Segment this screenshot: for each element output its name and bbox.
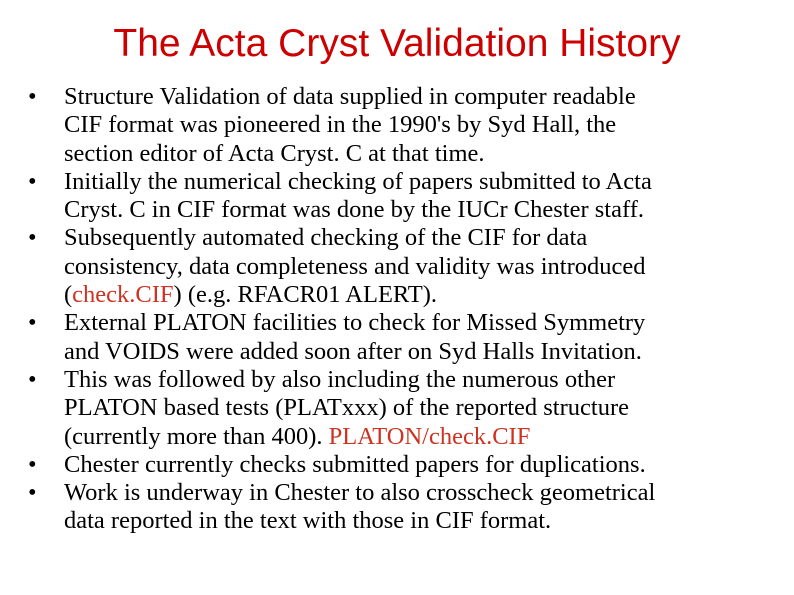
paren-open: (: [64, 281, 73, 309]
bullet-line: Subsequently automated checking of the CIF for data: [64, 224, 588, 252]
bullet-item-duplications: [28, 451, 768, 479]
test-count-text: (currently more than 400).: [64, 422, 329, 450]
bullet-item-automated-checking: [28, 224, 768, 309]
alert-example: ) (e.g. RFACR01 ALERT).: [173, 281, 438, 309]
bullet-icon: •: [28, 83, 37, 110]
bullet-line: [64, 281, 768, 309]
bullet-line: External PLATON facilities to check for Missed Symmetry: [64, 309, 646, 337]
bullet-line: and VOIDS were added soon after on Syd Halls Invitation.: [64, 337, 642, 365]
bullet-line: section editor of Acta Cryst. C at that time.: [64, 139, 485, 167]
bullet-item-external-platon: [28, 309, 768, 366]
bullet-line: [64, 423, 768, 451]
bullet-line: data reported in the text with those in CIF format.: [64, 507, 552, 535]
platon-checkcif-link[interactable]: PLATON/check.CIF: [328, 422, 531, 450]
bullet-item-initial-checking: [28, 168, 768, 225]
checkcif-link[interactable]: check.CIF: [72, 281, 174, 309]
bullet-line: Cryst. C in CIF format was done by the IUCr Chester staff.: [64, 196, 644, 224]
slide-title: The Acta Cryst Validation History: [113, 22, 681, 65]
bullet-item-platon-tests: [28, 366, 768, 451]
bullet-icon: •: [28, 309, 37, 337]
bullet-icon: •: [28, 365, 37, 393]
bullet-line: Initially the numerical checking of papers submitted to Acta: [64, 167, 652, 195]
bullet-list: [28, 83, 768, 536]
bullet-line: Work is underway in Chester to also crosscheck geometrical: [64, 479, 656, 507]
bullet-line: consistency, data completeness and validity was introduced: [64, 252, 646, 280]
bullet-line: Structure Validation of data supplied in computer readable: [64, 83, 636, 110]
bullet-line: CIF format was pioneered in the 1990's by Syd Hall, the: [64, 111, 617, 139]
bullet-item-crosscheck: [28, 479, 768, 536]
bullet-line: PLATON based tests (PLATxxx) of the reported structure: [64, 394, 629, 422]
bullet-item-pioneered: [28, 83, 768, 168]
bullet-line: Chester currently checks submitted papers for duplications.: [64, 450, 646, 478]
bullet-icon: •: [28, 224, 37, 252]
bullet-line: This was followed by also including the numerous other: [64, 365, 616, 393]
bullet-icon: •: [28, 450, 37, 478]
bullet-icon: •: [28, 167, 37, 195]
bullet-icon: •: [28, 479, 37, 507]
